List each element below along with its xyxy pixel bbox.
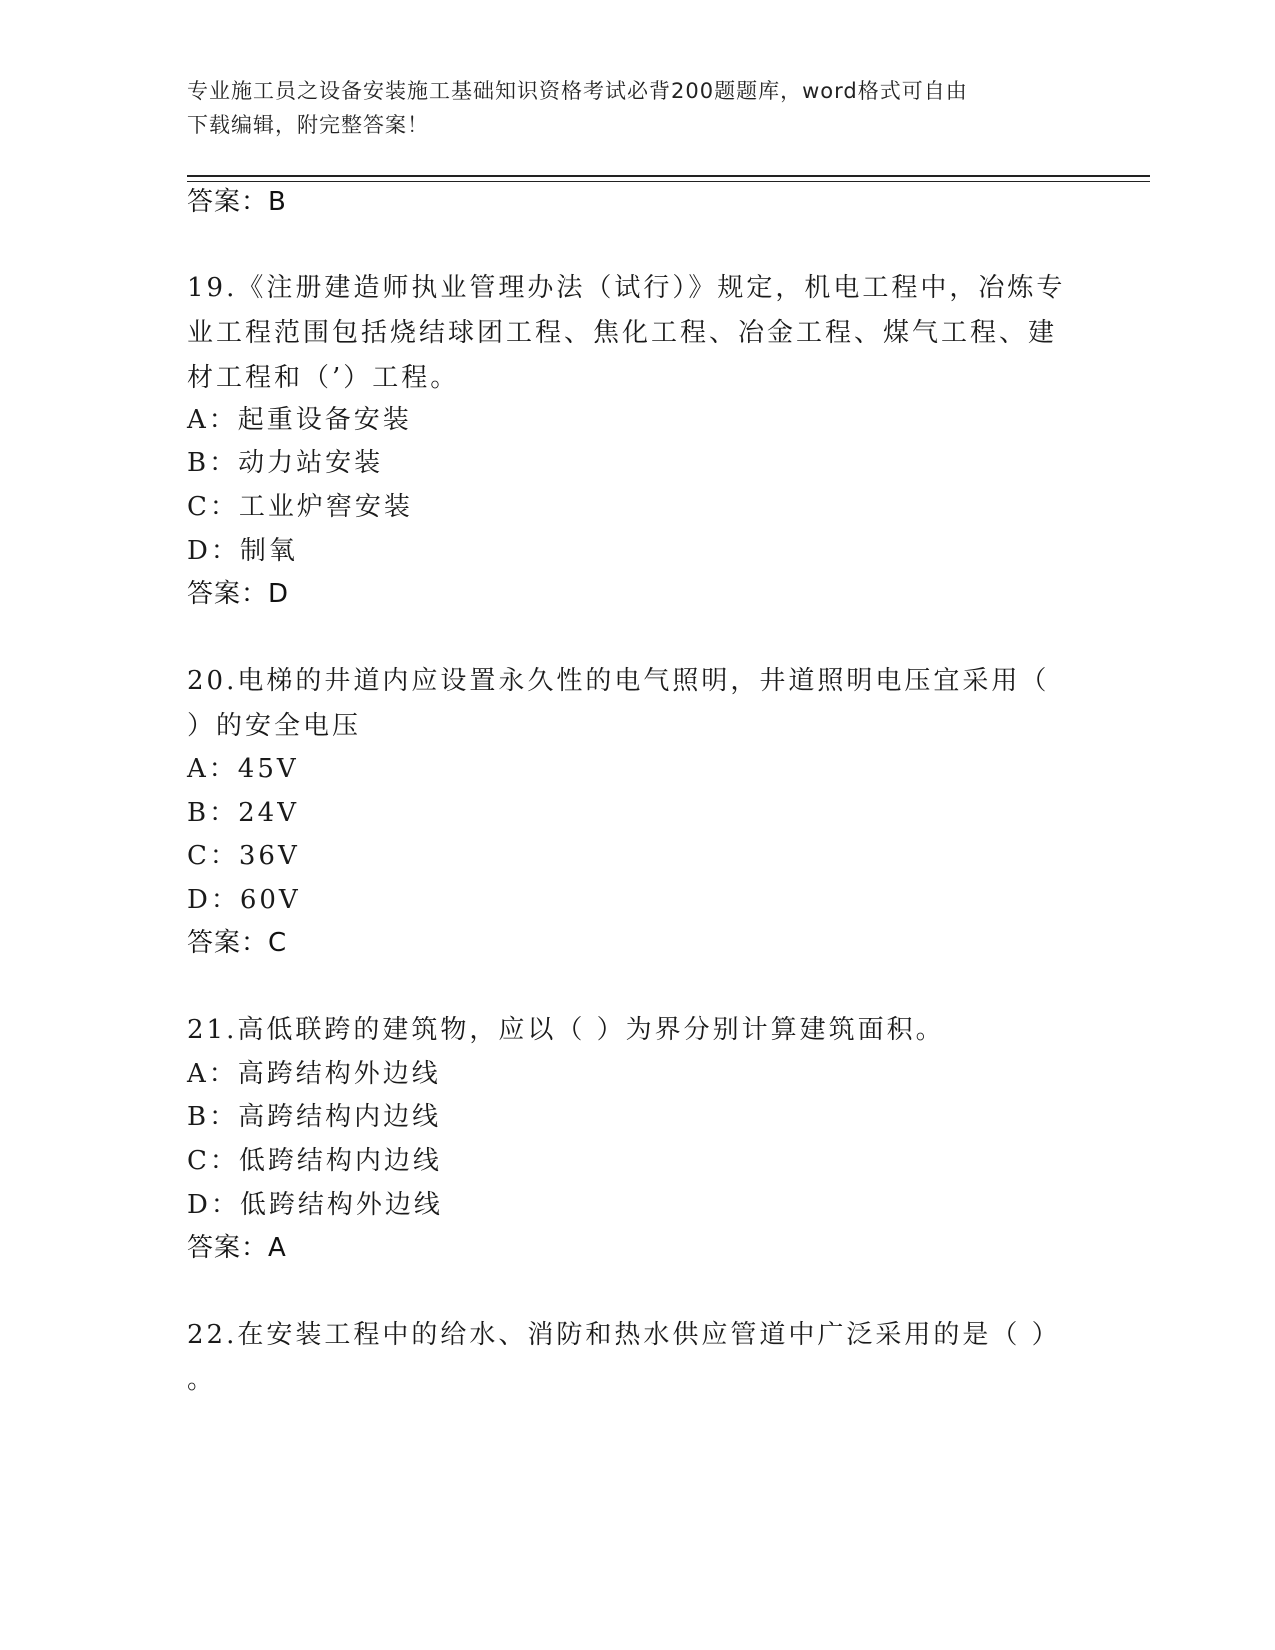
question-22 (187, 1313, 1067, 1403)
header-line-2: 下载编辑，附完整答案！ (187, 113, 429, 137)
question-20-option-b: B：24V (187, 798, 299, 828)
question-19-line-3: 材工程和（’）工程。 (187, 363, 460, 393)
question-20-line-1: 20.电梯的井道内应设置永久性的电气照明，井道照明电压宜采用（ (187, 666, 1050, 696)
question-20-line-2: ）的安全电压 (187, 711, 362, 741)
header-divider-thin (187, 181, 1150, 182)
answer-20: 答案：C (187, 928, 288, 958)
question-21-option-d: D：低跨结构外边线 (187, 1190, 443, 1220)
question-22-line-2: 。 (187, 1365, 217, 1395)
question-19-line-1: 19.《注册建造师执业管理办法（试行）》规定，机电工程中，冶炼专 (187, 273, 1066, 303)
question-20-option-c: C：36V (187, 841, 300, 871)
question-19 (187, 266, 1067, 401)
question-21-line-1: 21.高低联跨的建筑物，应以（ ）为界分别计算建筑面积。 (187, 1015, 945, 1045)
question-19-line-2: 业工程范围包括烧结球团工程、焦化工程、冶金工程、煤气工程、建 (187, 318, 1058, 348)
question-20 (187, 659, 1067, 749)
question-21-option-a: A：高跨结构外边线 (187, 1059, 441, 1089)
question-19-option-c: C：工业炉窖安装 (187, 492, 413, 522)
document-header (187, 74, 1067, 142)
question-20-option-d: D：60V (187, 885, 301, 915)
question-19-option-d: D：制氧 (187, 536, 298, 566)
question-21-option-c: C：低跨结构内边线 (187, 1146, 442, 1176)
question-22-line-1: 22.在安装工程中的给水、消防和热水供应管道中广泛采用的是（ ） (187, 1320, 1061, 1350)
question-19-option-b: B：动力站安装 (187, 448, 384, 478)
question-20-option-a: A：45V (187, 754, 299, 784)
answer-21: 答案：A (187, 1233, 287, 1263)
question-19-option-a: A：起重设备安装 (187, 405, 412, 435)
answer-19: 答案：D (187, 579, 290, 609)
header-line-1: 专业施工员之设备安装施工基础知识资格考试必背200题题库，word格式可自由 (187, 79, 968, 103)
header-divider-thick (187, 175, 1150, 177)
answer-18: 答案：B (187, 187, 287, 217)
question-21 (187, 1008, 1067, 1053)
question-21-option-b: B：高跨结构内边线 (187, 1102, 442, 1132)
